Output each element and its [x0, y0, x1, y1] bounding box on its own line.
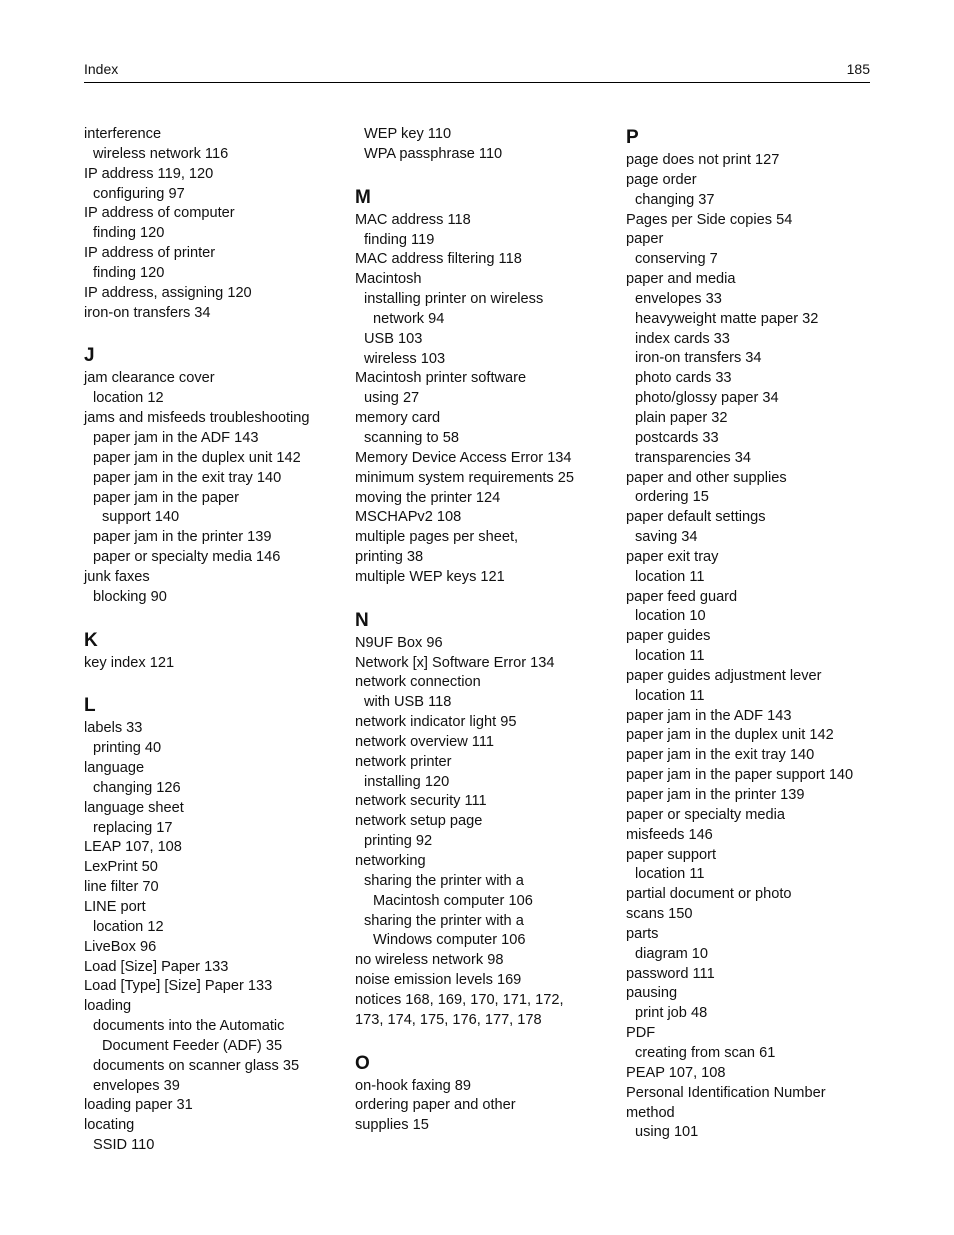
- index-entry: no wireless network 98: [355, 952, 504, 969]
- index-subentry: photo cards 33: [635, 370, 732, 387]
- index-letter-heading: M: [355, 186, 371, 208]
- index-entry: language sheet: [84, 799, 184, 816]
- index-subentry: configuring 97: [93, 185, 185, 202]
- index-subentry: envelopes 39: [93, 1077, 180, 1094]
- index-entry: paper jam in the exit tray 140: [626, 747, 815, 764]
- index-entry: loading paper 31: [84, 1097, 193, 1114]
- index-subentry: sharing the printer with a: [364, 912, 524, 929]
- index-entry: paper guides adjustment lever: [626, 667, 822, 684]
- index-subentry: ordering 15: [635, 489, 709, 506]
- index-entry: 173, 174, 175, 176, 177, 178: [355, 1011, 542, 1028]
- index-subentry: network 94: [373, 310, 445, 327]
- index-entry: LINE port: [84, 899, 146, 915]
- index-entry: LexPrint 50: [84, 859, 158, 876]
- index-entry: PDF: [626, 1025, 656, 1042]
- index-column-1: [84, 125, 346, 1156]
- index-subentry: paper or specialty media 146: [93, 549, 281, 566]
- index-entry: IP address 119, 120: [84, 165, 214, 182]
- index-entry: network overview 111: [355, 733, 494, 750]
- index-entry: paper support: [626, 846, 717, 863]
- index-letter-heading: N: [355, 609, 369, 631]
- index-entry: method: [626, 1104, 675, 1121]
- index-subentry: printing 92: [364, 833, 433, 850]
- index-subentry: location 11: [635, 648, 705, 665]
- index-entry: paper jam in the paper support 140: [626, 767, 854, 784]
- index-subentry: with USB 118: [364, 694, 452, 711]
- index-subentry: installing printer on wireless: [364, 291, 544, 308]
- index-entry: paper and media: [626, 271, 736, 288]
- index-entry: junk faxes: [84, 568, 150, 585]
- index-entry: Load [Type] [Size] Paper 133: [84, 978, 273, 995]
- index-entry: printing 38: [355, 549, 424, 566]
- index-subentry: documents on scanner glass 35: [93, 1057, 300, 1074]
- page-number: 185: [846, 61, 870, 77]
- index-entry: memory card: [355, 410, 441, 427]
- index-letter-heading: K: [84, 629, 98, 651]
- index-subentry: location 12: [93, 918, 164, 935]
- index-subentry: iron-on transfers 34: [635, 350, 762, 367]
- index-entry: paper and other supplies: [626, 469, 787, 486]
- index-entry: network indicator light 95: [355, 714, 517, 731]
- index-entry: Load [Size] Paper 133: [84, 958, 229, 975]
- index-subentry: WEP key 110: [364, 126, 452, 142]
- index-entry: multiple WEP keys 121: [355, 568, 505, 585]
- index-entry: LEAP 107, 108: [84, 839, 182, 856]
- index-subentry: index cards 33: [635, 330, 730, 347]
- page-header: [84, 60, 870, 83]
- index-subentry: changing 126: [93, 779, 181, 796]
- index-subentry: transparencies 34: [635, 449, 752, 466]
- index-entry: IP address of computer: [84, 205, 235, 222]
- index-subentry: paper jam in the ADF 143: [93, 429, 259, 446]
- index-entry: network security 111: [355, 793, 487, 810]
- index-entry: multiple pages per sheet,: [355, 529, 519, 546]
- index-entry: paper jam in the printer 139: [626, 787, 805, 803]
- index-subentry: Document Feeder (ADF) 35: [102, 1037, 283, 1054]
- index-entry: line filter 70: [84, 879, 159, 896]
- index-subentry: saving 34: [635, 529, 698, 546]
- index-entry: Network [x] Software Error 134: [355, 654, 555, 671]
- index-subentry: replacing 17: [93, 819, 173, 836]
- index-entry: MSCHAPv2 108: [355, 509, 462, 526]
- index-entry: N9UF Box 96: [355, 634, 443, 651]
- index-subentry: using 27: [364, 390, 420, 407]
- index-subentry: wireless 103: [364, 350, 446, 367]
- index-entry: on-hook faxing 89: [355, 1077, 472, 1094]
- index-entry: paper jam in the duplex unit 142: [626, 727, 834, 744]
- index-entry: noise emission levels 169: [355, 972, 522, 989]
- index-entry: jam clearance cover: [84, 370, 215, 387]
- index-subentry: paper jam in the printer 139: [93, 529, 272, 546]
- index-subentry: printing 40: [93, 740, 162, 757]
- index-entry: minimum system requirements 25: [355, 469, 574, 486]
- index-subentry: sharing the printer with a: [364, 872, 524, 889]
- index-entry: locating: [84, 1117, 135, 1134]
- index-entry: pausing: [626, 985, 678, 1002]
- index-subentry: location 11: [635, 568, 705, 585]
- index-entry: page order: [626, 171, 697, 188]
- index-entry: PEAP 107, 108: [626, 1064, 726, 1081]
- index-entry: scans 150: [626, 906, 693, 923]
- index-entry: loading: [84, 998, 132, 1015]
- index-entry: ordering paper and other: [355, 1097, 516, 1114]
- header-title: Index: [84, 61, 119, 77]
- index-subentry: postcards 33: [635, 429, 719, 446]
- index-subentry: location 11: [635, 866, 705, 883]
- index-entry: LiveBox 96: [84, 938, 157, 955]
- index-subentry: heavyweight matte paper 32: [635, 310, 819, 327]
- index-subentry: USB 103: [364, 330, 423, 347]
- index-subentry: paper jam in the exit tray 140: [93, 469, 282, 486]
- index-entry: MAC address filtering 118: [355, 251, 522, 268]
- index-entry: notices 168, 169, 170, 171, 172,: [355, 991, 564, 1008]
- index-entry: network connection: [355, 674, 481, 691]
- index-entry: parts: [626, 925, 659, 942]
- index-subentry: installing 120: [364, 773, 450, 790]
- index-entry: Macintosh printer software: [355, 370, 527, 387]
- index-subentry: using 101: [635, 1124, 699, 1141]
- index-entry: paper or specialty media: [626, 806, 785, 823]
- index-entry: interference: [84, 126, 162, 142]
- index-subentry: wireless network 116: [93, 145, 229, 162]
- index-subentry: envelopes 33: [635, 290, 722, 307]
- index-entry: key index 121: [84, 654, 175, 671]
- index-subentry: paper jam in the duplex unit 142: [93, 449, 301, 466]
- index-subentry: changing 37: [635, 191, 715, 208]
- index-entry: partial document or photo: [626, 886, 792, 903]
- index-letter-heading: O: [355, 1052, 370, 1074]
- index-entry: networking: [355, 853, 426, 869]
- index-entry: page does not print 127: [626, 152, 780, 168]
- index-entry: paper guides: [626, 628, 711, 645]
- index-entry: Personal Identification Number: [626, 1084, 826, 1101]
- index-subentry: scanning to 58: [364, 429, 459, 446]
- index-subentry: blocking 90: [93, 588, 167, 605]
- index-subentry: creating from scan 61: [635, 1044, 776, 1061]
- index-entry: paper jam in the ADF 143: [626, 707, 792, 724]
- index-subentry: location 11: [635, 687, 705, 704]
- index-entry: MAC address 118: [355, 211, 471, 228]
- index-entry: paper feed guard: [626, 588, 738, 605]
- index-subentry: finding 120: [93, 264, 165, 281]
- index-subentry: Windows computer 106: [373, 932, 526, 949]
- index-entry: supplies 15: [355, 1117, 429, 1134]
- index-entry: network printer: [355, 753, 452, 770]
- index-subentry: finding 119: [364, 231, 435, 248]
- index-subentry: paper jam in the paper: [93, 489, 240, 506]
- index-entry: iron-on transfers 34: [84, 304, 211, 321]
- index-entry: paper: [626, 231, 664, 248]
- index-subentry: WPA passphrase 110: [364, 145, 503, 162]
- index-subentry: conserving 7: [635, 251, 718, 268]
- index-entry: IP address of printer: [84, 245, 216, 262]
- index-entry: paper exit tray: [626, 548, 719, 565]
- index-letter-heading: P: [626, 127, 639, 148]
- index-entry: Memory Device Access Error 134: [355, 449, 572, 466]
- index-subentry: photo/glossy paper 34: [635, 390, 779, 407]
- index-subentry: support 140: [102, 509, 180, 526]
- index-subentry: finding 120: [93, 225, 165, 242]
- index-letter-heading: J: [84, 345, 95, 367]
- index-subentry: SSID 110: [93, 1137, 155, 1154]
- index-entry: Macintosh: [355, 271, 422, 288]
- index-entry: paper default settings: [626, 509, 766, 526]
- index-column-2: [355, 125, 617, 1136]
- index-entry: IP address, assigning 120: [84, 284, 252, 301]
- index-subentry: location 12: [93, 390, 164, 407]
- index-entry: misfeeds 146: [626, 826, 713, 843]
- index-subentry: print job 48: [635, 1005, 708, 1022]
- index-subentry: location 10: [635, 608, 706, 625]
- index-entry: password 111: [626, 965, 715, 982]
- index-entry: jams and misfeeds troubleshooting: [84, 410, 310, 427]
- index-subentry: diagram 10: [635, 945, 709, 962]
- index-entry: network setup page: [355, 813, 483, 830]
- index-entry: moving the printer 124: [355, 489, 501, 506]
- index-column-3: [626, 125, 888, 1143]
- index-subentry: Macintosh computer 106: [373, 892, 533, 909]
- index-entry: language: [84, 760, 145, 777]
- index-subentry: documents into the Automatic: [93, 1018, 285, 1035]
- index-letter-heading: L: [84, 695, 96, 717]
- index-subentry: plain paper 32: [635, 409, 728, 426]
- index-entry: Pages per Side copies 54: [626, 211, 793, 228]
- index-entry: labels 33: [84, 720, 143, 737]
